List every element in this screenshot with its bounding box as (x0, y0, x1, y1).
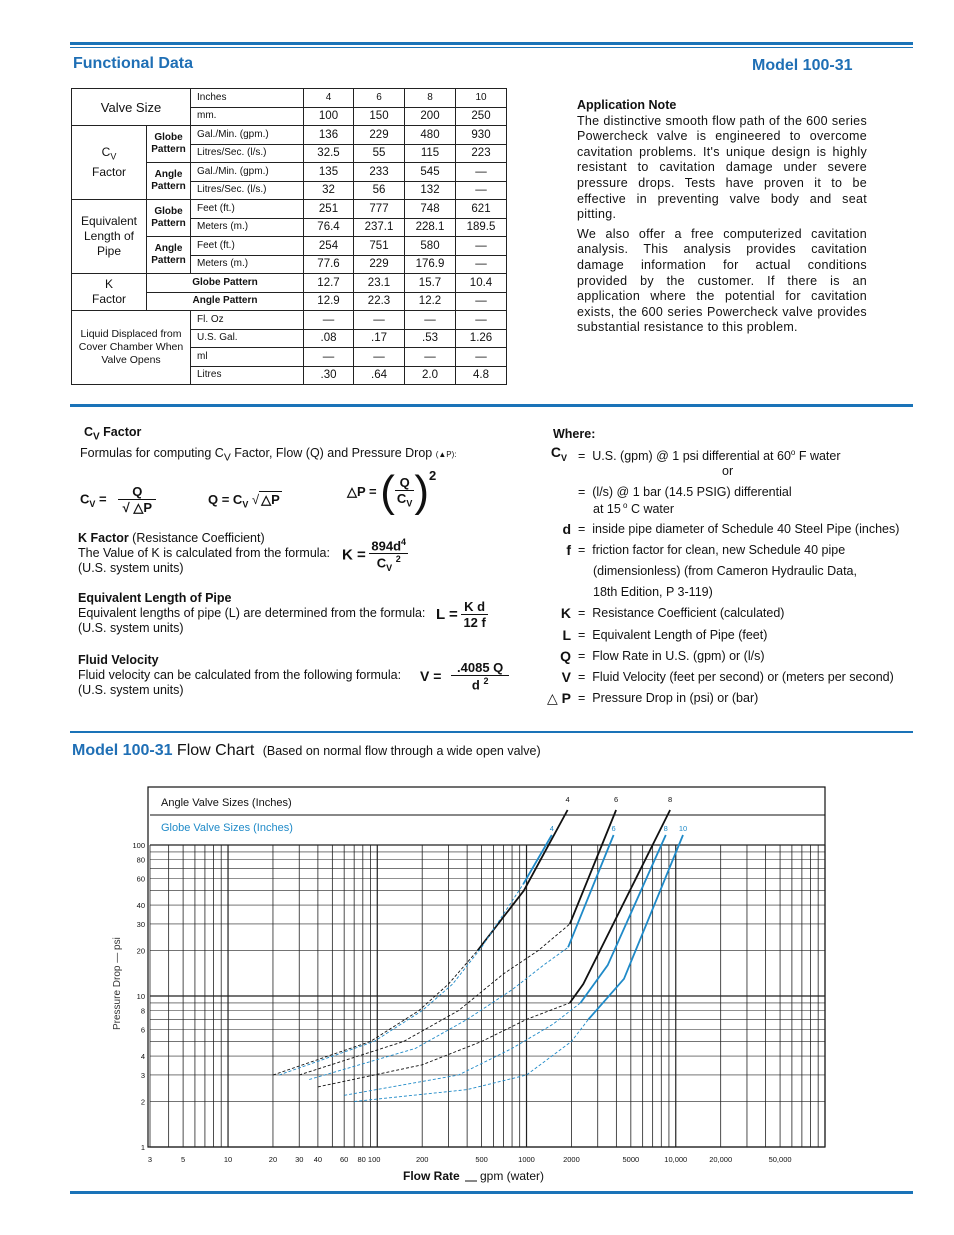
eq-globe-label: Globe Pattern (147, 200, 191, 237)
size-mm-cell: 200 (405, 107, 456, 126)
cv-cell: 223 (456, 144, 507, 163)
formula-intro-c: (▲P): (435, 450, 457, 459)
x-tick-label: 30 (295, 1155, 304, 1164)
unit-gpm: Gal./Min. (gpm.) (191, 126, 304, 145)
chart-frame (148, 787, 825, 1147)
eq-cell: 229 (354, 255, 405, 274)
angle-series-4-label: 4 (565, 795, 570, 804)
eq-cell: 228.1 (405, 218, 456, 237)
k-us-units: (U.S. system units) (78, 561, 184, 575)
x-tick-label: 60 (339, 1155, 349, 1164)
unit-usgal: U.S. Gal. (191, 329, 304, 348)
angle-series-8-label: 8 (668, 795, 673, 804)
eq-cell: 254 (304, 237, 354, 256)
size-mm-cell: 150 (354, 107, 405, 126)
cv-v: V (110, 151, 117, 162)
liq-cell: .64 (354, 366, 405, 385)
eq-cell: 176.9 (405, 255, 456, 274)
k-cell: 10.4 (456, 274, 507, 293)
y-tick-label: 40 (136, 901, 145, 911)
liq-cell: — (354, 311, 405, 330)
unit-litres: Litres (191, 366, 304, 385)
x-tick-label: 10,000 (664, 1155, 688, 1164)
cv-cell: 229 (354, 126, 405, 145)
x-tick-label: 50,000 (768, 1155, 792, 1164)
size-mm-cell: 100 (304, 107, 354, 126)
k-cell: 23.1 (354, 274, 405, 293)
y-tick-label: 100 (132, 841, 145, 850)
x-tick-label: 10 (223, 1155, 233, 1164)
cv-cell: 56 (354, 181, 405, 200)
cv-cell: 135 (304, 163, 354, 182)
x-tick-label: 3 (147, 1155, 153, 1164)
k-factor-sub: (Resistance Coefficient) (128, 531, 265, 545)
v-us-units: (U.S. system units) (78, 683, 184, 697)
section-title: Functional Data (73, 55, 194, 72)
cv-cell: 930 (456, 126, 507, 145)
dp-equation: △P = ( $\frac{Q}{C_V}$ )$^2$ (347, 467, 437, 516)
globe-series-10-label: 10 (678, 824, 688, 833)
where-p-text: Pressure Drop in (psi) or (bar) (592, 691, 759, 705)
v-equation: V = $\frac{.4085 Q}{d ^2}$ (420, 660, 509, 692)
size-mm-cell: 250 (456, 107, 507, 126)
liquid-displaced-label: Liquid Displaced from Cover Chamber When Valve Opens (72, 311, 191, 385)
y-tick-label: 4 (140, 1052, 145, 1062)
k-factor-label: K Factor (72, 274, 147, 311)
formula-intro-a: Formulas for computing C (80, 446, 224, 460)
x-tick-label: 200 (415, 1155, 429, 1164)
globe-series-4-dashed (279, 884, 523, 1075)
liq-cell: 4.8 (456, 366, 507, 385)
where-l: = Equivalent Length of Pipe (feet) (578, 628, 768, 642)
chart-series (273, 795, 687, 1102)
y-tick-label: 6 (140, 1025, 145, 1035)
cv-cell: 32.5 (304, 144, 354, 163)
x-tick-label: 80 100 (357, 1155, 381, 1164)
k-angle-label: Angle Pattern (147, 292, 304, 311)
chart-grid (148, 787, 825, 1147)
y-tick-label: 8 (140, 1006, 145, 1016)
cv-cell: 132 (405, 181, 456, 200)
where-p: = Pressure Drop in (psi) or (bar) (578, 691, 759, 705)
cv-cell: 545 (405, 163, 456, 182)
eq-cell: — (456, 237, 507, 256)
angle-series-6-label: 6 (614, 795, 619, 804)
where-or: or (722, 464, 734, 478)
k-cell: 15.7 (405, 274, 456, 293)
where-d-text: inside pipe diameter of Schedule 40 Steel Pipe (inches) (592, 522, 900, 536)
unit-feet: Feet (ft.) (191, 237, 304, 256)
angle-series-8-dashed (318, 1003, 570, 1087)
globe-series-6-label: 6 (611, 824, 616, 833)
flow-chart-title-note: (Based on normal flow through a wide open valve) (262, 744, 541, 758)
size-in-4: 4 (304, 89, 354, 108)
sym-v: V (561, 669, 571, 685)
y-tick-label: 80 (136, 855, 145, 865)
l-equation: L = $\frac{\text{K d}}{12 f}$ (436, 599, 486, 630)
where-v-text: Fluid Velocity (feet per second) or (meters per second) (592, 670, 894, 684)
cv-cell: 115 (405, 144, 456, 163)
legend-globe-label: Globe Valve Sizes (Inches) (161, 822, 293, 834)
eq-cell: 621 (456, 200, 507, 219)
x-tick-label: 500 (475, 1155, 488, 1164)
eq-length-text: Equivalent lengths of pipe (L) are determined from the formula: (78, 606, 426, 620)
eq-length-title: Equivalent Length of Pipe (78, 591, 232, 605)
unit-meters: Meters (m.) (191, 255, 304, 274)
unit-gpm: Gal./Min. (gpm.) (191, 163, 304, 182)
liq-cell: — (304, 311, 354, 330)
sym-cv: $C_V$ (550, 444, 567, 463)
velocity-title: Fluid Velocity (78, 653, 159, 667)
where-cv-us-tail: F water (795, 449, 841, 464)
eq-angle-label: Angle Pattern (147, 237, 191, 274)
unit-floz: Fl. Oz (191, 311, 304, 330)
l-us-units: (U.S. system units) (78, 621, 184, 635)
eq-cell: 748 (405, 200, 456, 219)
where-d: = inside pipe diameter of Schedule 40 Steel Pipe (inches) (578, 522, 900, 536)
eq-cell: 77.6 (304, 255, 354, 274)
y-tick-label: 60 (136, 874, 145, 884)
liq-cell: — (304, 348, 354, 367)
cv-angle-label: Angle Pattern (147, 163, 191, 200)
where-k: = Resistance Coefficient (calculated) (578, 606, 785, 620)
sym-dp: △ P (546, 690, 571, 706)
eq-cell: 777 (354, 200, 405, 219)
k-equation: K = $\frac{894d^4}{C_V ^2}$ (342, 537, 407, 574)
sym-q: Q (560, 648, 571, 664)
x-tick-label: 20 (268, 1155, 278, 1164)
y-tick-label: 30 (136, 919, 145, 929)
eq-cell: 751 (354, 237, 405, 256)
where-cv-si-text: (l/s) @ 1 bar (14.5 PSIG) differential (592, 485, 792, 499)
liq-cell: 2.0 (405, 366, 456, 385)
eq-length-label: Equivalent Length of Pipe (72, 200, 147, 274)
eq-cell: 76.4 (304, 218, 354, 237)
size-in-10: 10 (456, 89, 507, 108)
y-tick-label: 1 (140, 1143, 145, 1152)
legend-angle-label: Angle Valve Sizes (Inches) (161, 797, 292, 809)
valve-size-label: Valve Size (72, 89, 191, 126)
application-note-p1: The distinctive smooth flow path of the 600 series Powercheck valve is engineered to overcome cavitation problems. It's unique design is highly resistant to cavitation damage under severe pressure drops. Tests have proven it to be effective in preventing valve body and seat pitting. (577, 113, 867, 222)
cv-cell: — (456, 181, 507, 200)
k-cell: 12.2 (405, 292, 456, 311)
k-cell: 22.3 (354, 292, 405, 311)
liq-cell: .53 (405, 329, 456, 348)
cv-globe-label: Globe Pattern (147, 126, 191, 163)
where-f3: 18th Edition, P 3-119) (593, 585, 713, 599)
where-f: = friction factor for clean, new Schedule 40 pipe (578, 543, 846, 557)
size-in-8: 8 (405, 89, 456, 108)
unit-inches: Inches (191, 89, 304, 108)
k-globe-label: Globe Pattern (147, 274, 304, 293)
k-factor-title: K Factor (78, 531, 129, 545)
x-axis-label: Flow Rate (403, 1169, 460, 1183)
where-cv: = U.S. (gpm) @ 1 psi differential at 60$^o$ F water (578, 448, 841, 464)
where-cv-us: U.S. (gpm) @ 1 psi differential at 60 (592, 449, 791, 464)
unit-mm: mm. (191, 107, 304, 126)
eq-cell: 580 (405, 237, 456, 256)
x-tick-label: 1000 (518, 1155, 535, 1164)
cv-equation: $C_V$ = $\frac{Q}{√ \triangle P}$ (80, 484, 156, 516)
y-tick-label: 10 (136, 992, 145, 1001)
where-cv-si2-tail: C water (627, 502, 675, 517)
angle-series-4-solid (478, 810, 568, 951)
model-title: Model 100-31 (752, 57, 853, 74)
unit-ls: Litres/Sec. (l/s.) (191, 181, 304, 200)
cv-cell: 233 (354, 163, 405, 182)
globe-series-10-dashed (354, 1019, 588, 1101)
x-tick-label: 40 (313, 1155, 323, 1164)
y-tick-label: 3 (140, 1070, 145, 1080)
where-l-text: Equivalent Length of Pipe (feet) (592, 628, 768, 642)
sym-l: L (562, 627, 571, 643)
cv-cell: 55 (354, 144, 405, 163)
sym-d: d (562, 521, 571, 537)
y-axis-label: Pressure Drop — psi (112, 937, 123, 1030)
liq-cell: .30 (304, 366, 354, 385)
eq-cell: 251 (304, 200, 354, 219)
sym-f: f (566, 542, 571, 558)
cv-heading-rest: Factor (99, 425, 142, 439)
where-cv-si2: at 15 $^o$ C water (593, 501, 675, 517)
liq-cell: — (354, 348, 405, 367)
cv-cell: 136 (304, 126, 354, 145)
unit-ls: Litres/Sec. (l/s.) (191, 144, 304, 163)
x-tick-label: 2000 (563, 1155, 580, 1164)
chart-ticks (132, 841, 791, 1164)
q-equation: $Q = C_V$ √ △P (208, 492, 280, 510)
k-cell: 12.7 (304, 274, 354, 293)
liq-cell: .17 (354, 329, 405, 348)
where-v: = Fluid Velocity (feet per second) or (meters per second) (578, 670, 894, 684)
where-k-text: Resistance Coefficient (calculated) (592, 606, 785, 620)
liq-cell: .08 (304, 329, 354, 348)
unit-ml: ml (191, 348, 304, 367)
k-factor-text: The Value of K is calculated from the formula: (78, 546, 330, 560)
angle-series-6-solid (570, 810, 616, 924)
unit-meters: Meters (m.) (191, 218, 304, 237)
cv-cell: 32 (304, 181, 354, 200)
globe-series-4-label: 4 (549, 824, 554, 833)
globe-series-8-label: 8 (663, 824, 668, 833)
x-tick-label: 20,000 (709, 1155, 733, 1164)
k-cell: — (456, 292, 507, 311)
cv-heading-v: V (93, 431, 100, 443)
liq-cell: — (405, 311, 456, 330)
application-note-title: Application Note (577, 98, 677, 112)
where-cv-si2-text: at 15 (593, 502, 621, 517)
eq-cell: — (456, 255, 507, 274)
formula-intro-v: V (223, 452, 231, 464)
liq-cell: — (456, 311, 507, 330)
y-tick-label: 2 (140, 1097, 145, 1107)
eq-cell: 189.5 (456, 218, 507, 237)
bottom-rule (70, 1191, 913, 1194)
where-title: Where: (553, 427, 596, 441)
cv-cell: — (456, 163, 507, 182)
chart-legend (150, 797, 825, 834)
x-tick-label: 5 (181, 1155, 186, 1164)
where-q: = Flow Rate in U.S. (gpm) or (l/s) (578, 649, 765, 663)
cv-c: C (101, 145, 111, 160)
liq-cell: — (456, 348, 507, 367)
where-f2: (dimensionless) (from Cameron Hydraulic Data, (593, 564, 857, 578)
liq-cell: — (405, 348, 456, 367)
flow-chart-title-main: Flow Chart (172, 742, 255, 759)
cv-factor-word: Factor (91, 164, 126, 179)
sym-k: K (560, 605, 571, 621)
where-cv-si: = (l/s) @ 1 bar (14.5 PSIG) differential (578, 485, 792, 499)
formula-intro-b: Factor, Flow (Q) and Pressure Drop (230, 446, 433, 460)
x-axis-unit: gpm (water) (480, 1169, 545, 1183)
application-note-p2: We also offer a free computerized cavitation analysis. This analysis provides cavitation damage information for actual conditions provided by the customer. If there is an application where the potential for cavitation exists, the 600 series Powercheck valve provides substantial resistance to this problem. (577, 226, 867, 335)
k-cell: 12.9 (304, 292, 354, 311)
x-tick-label: 5000 (622, 1155, 640, 1164)
liq-cell: 1.26 (456, 329, 507, 348)
flow-chart-title-model: Model 100-31 (72, 742, 173, 759)
where-q-text: Flow Rate in U.S. (gpm) or (l/s) (592, 649, 765, 663)
y-tick-label: 20 (136, 946, 145, 956)
cv-cell: 480 (405, 126, 456, 145)
size-in-6: 6 (354, 89, 405, 108)
unit-feet: Feet (ft.) (191, 200, 304, 219)
globe-series-8-dashed (344, 1003, 580, 1095)
eq-cell: 237.1 (354, 218, 405, 237)
velocity-text: Fluid velocity can be calculated from the following formula: (78, 668, 402, 682)
cv-heading-c: C (84, 425, 94, 439)
where-f1: friction factor for clean, new Schedule 40 pipe (592, 543, 846, 557)
